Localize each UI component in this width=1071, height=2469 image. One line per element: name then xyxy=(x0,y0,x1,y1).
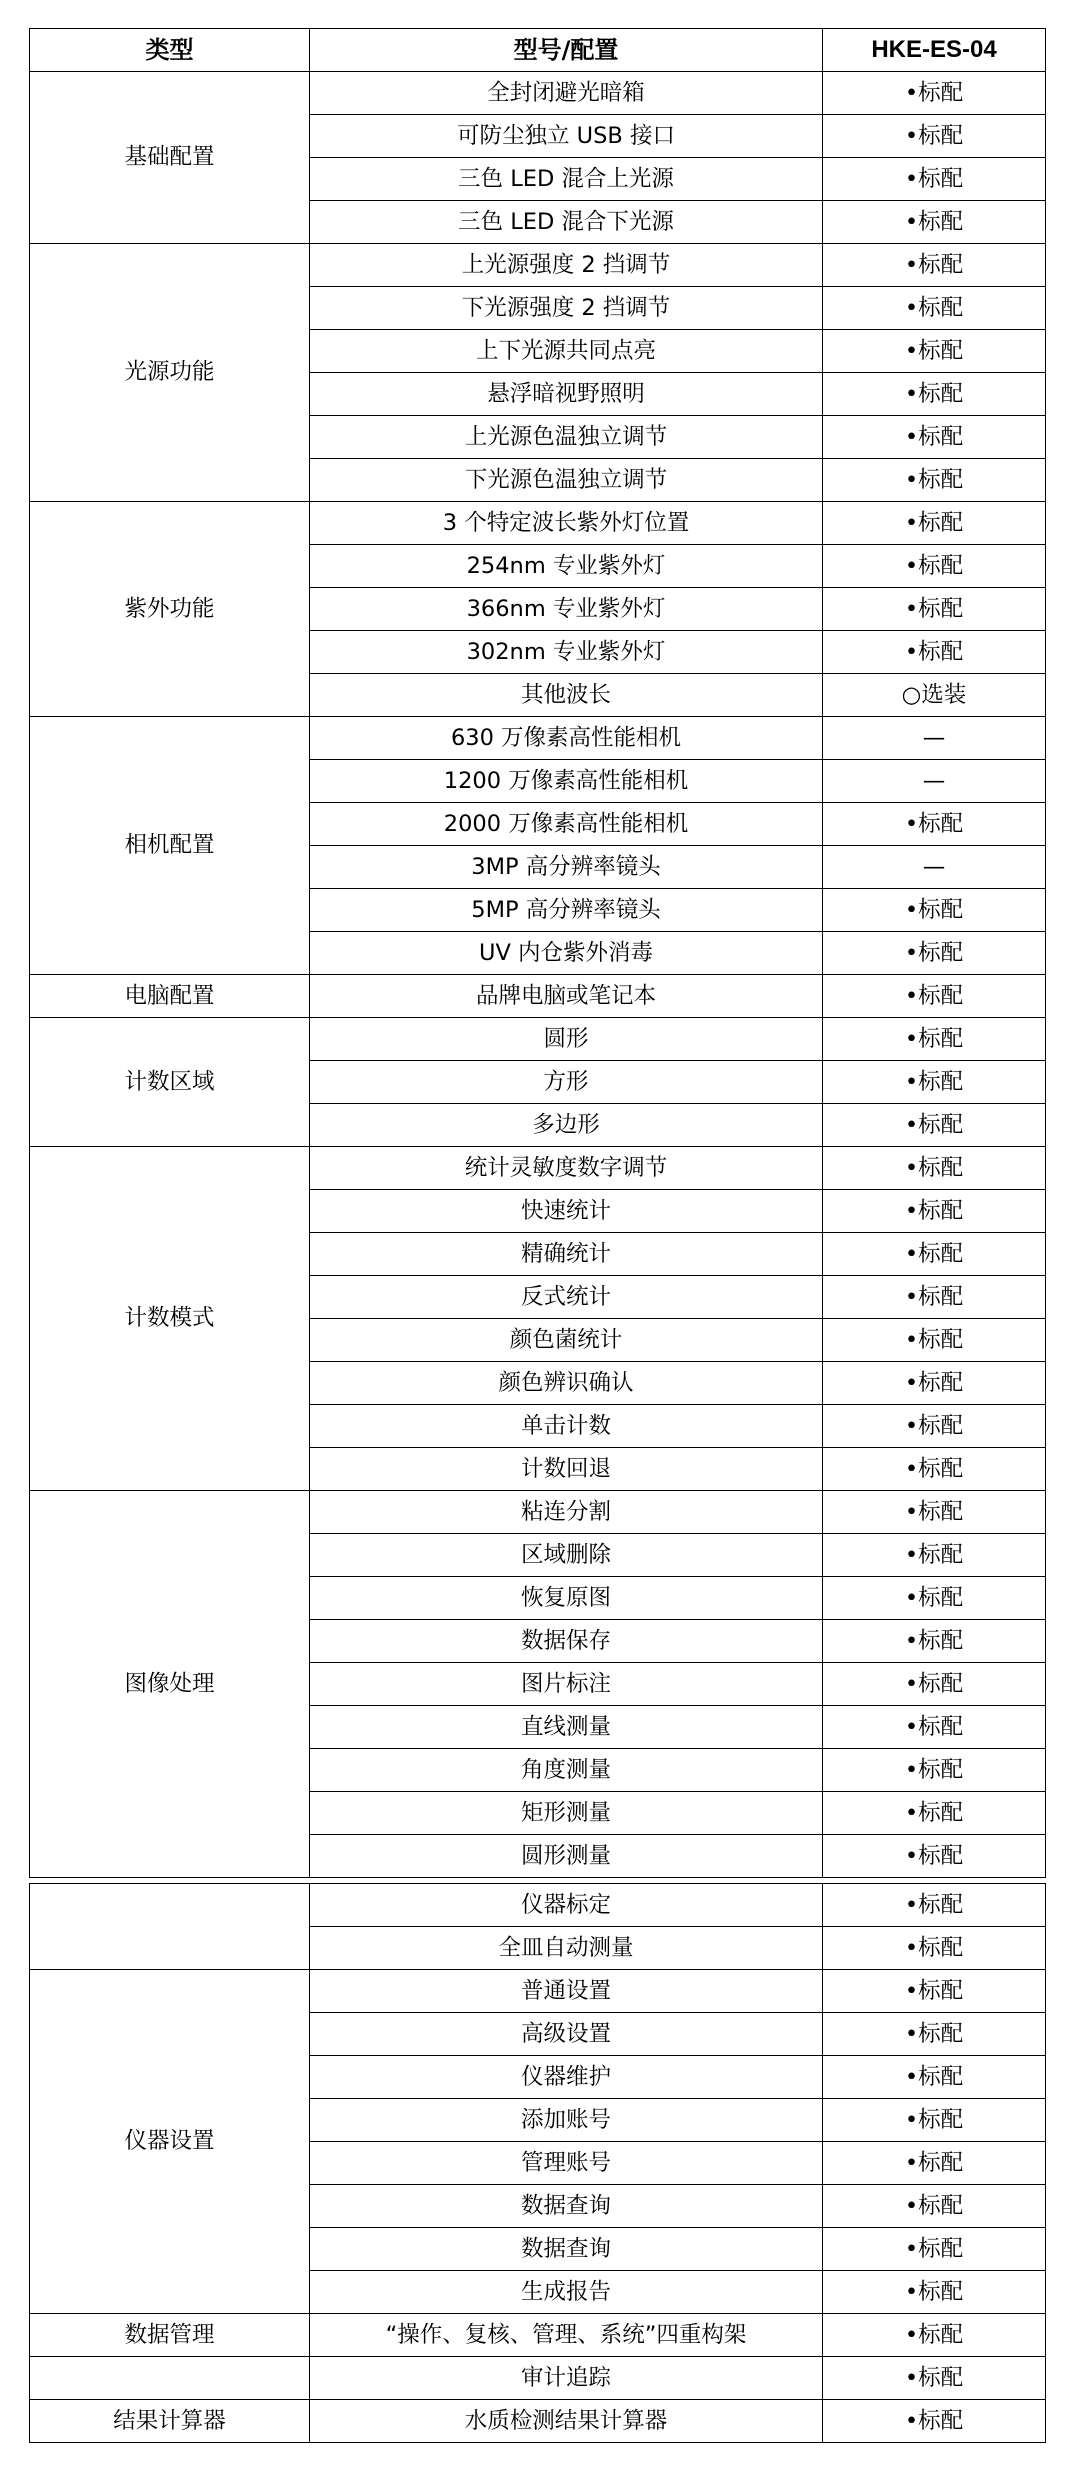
availability-cell: — xyxy=(823,760,1046,803)
config-item-cell: 矩形测量 xyxy=(310,1792,823,1835)
config-item-cell: 品牌电脑或笔记本 xyxy=(310,975,823,1018)
config-item-cell: 254nm 专业紫外灯 xyxy=(310,545,823,588)
config-item-cell: 数据查询 xyxy=(310,2185,823,2228)
config-item-cell: 精确统计 xyxy=(310,1233,823,1276)
spec-table-body xyxy=(30,72,1046,1878)
availability-cell: •标配 xyxy=(823,1663,1046,1706)
table-row xyxy=(30,975,1046,1018)
category-cell: 计数区域 xyxy=(30,1018,310,1147)
availability-cell: •标配 xyxy=(823,72,1046,115)
availability-cell: •标配 xyxy=(823,1749,1046,1792)
config-item-cell: 302nm 专业紫外灯 xyxy=(310,631,823,674)
availability-cell: •标配 xyxy=(823,201,1046,244)
table-row xyxy=(30,2357,1046,2400)
availability-cell: •标配 xyxy=(823,1970,1046,2013)
availability-cell: •标配 xyxy=(823,1405,1046,1448)
header-model: HKE-ES-04 xyxy=(823,29,1046,72)
category-cell: 电脑配置 xyxy=(30,975,310,1018)
availability-cell: •标配 xyxy=(823,1190,1046,1233)
category-cell xyxy=(30,1884,310,1970)
config-item-cell: 快速统计 xyxy=(310,1190,823,1233)
header-type: 类型 xyxy=(30,29,310,72)
table-row xyxy=(30,72,1046,115)
availability-cell: •标配 xyxy=(823,1491,1046,1534)
config-item-cell: 上光源强度 2 挡调节 xyxy=(310,244,823,287)
config-item-cell: 三色 LED 混合下光源 xyxy=(310,201,823,244)
availability-cell: •标配 xyxy=(823,2357,1046,2400)
config-item-cell: 区域删除 xyxy=(310,1534,823,1577)
table-row xyxy=(30,1018,1046,1061)
spec-table-continued xyxy=(29,1883,1046,2443)
table-row xyxy=(30,502,1046,545)
config-item-cell: 仪器标定 xyxy=(310,1884,823,1927)
availability-cell: •标配 xyxy=(823,1319,1046,1362)
availability-cell: — xyxy=(823,717,1046,760)
config-item-cell: 366nm 专业紫外灯 xyxy=(310,588,823,631)
category-cell: 基础配置 xyxy=(30,72,310,244)
config-item-cell: 粘连分割 xyxy=(310,1491,823,1534)
config-item-cell: 3 个特定波长紫外灯位置 xyxy=(310,502,823,545)
config-item-cell: UV 内仓紫外消毒 xyxy=(310,932,823,975)
config-item-cell: 反式统计 xyxy=(310,1276,823,1319)
availability-cell: •标配 xyxy=(823,545,1046,588)
config-item-cell: 3MP 高分辨率镜头 xyxy=(310,846,823,889)
config-item-cell: 生成报告 xyxy=(310,2271,823,2314)
availability-cell: •标配 xyxy=(823,975,1046,1018)
category-cell: 结果计算器 xyxy=(30,2400,310,2443)
category-cell xyxy=(30,2357,310,2400)
config-item-cell: 高级设置 xyxy=(310,2013,823,2056)
availability-cell: •标配 xyxy=(823,1792,1046,1835)
availability-cell: •标配 xyxy=(823,932,1046,975)
config-item-cell: 管理账号 xyxy=(310,2142,823,2185)
availability-cell: •标配 xyxy=(823,1276,1046,1319)
availability-cell: •标配 xyxy=(823,1061,1046,1104)
category-cell: 计数模式 xyxy=(30,1147,310,1491)
availability-cell: •标配 xyxy=(823,2314,1046,2357)
availability-cell: — xyxy=(823,846,1046,889)
config-item-cell: 计数回退 xyxy=(310,1448,823,1491)
config-item-cell: 5MP 高分辨率镜头 xyxy=(310,889,823,932)
config-item-cell: 颜色菌统计 xyxy=(310,1319,823,1362)
availability-cell: •标配 xyxy=(823,588,1046,631)
config-item-cell: 颜色辨识确认 xyxy=(310,1362,823,1405)
availability-cell: •标配 xyxy=(823,2271,1046,2314)
availability-cell: •标配 xyxy=(823,889,1046,932)
header-row xyxy=(30,29,1046,72)
config-item-cell: 三色 LED 混合上光源 xyxy=(310,158,823,201)
config-item-cell: 普通设置 xyxy=(310,1970,823,2013)
availability-cell: •标配 xyxy=(823,1620,1046,1663)
availability-cell: ○选装 xyxy=(823,674,1046,717)
config-item-cell: 全封闭避光暗箱 xyxy=(310,72,823,115)
table-row xyxy=(30,2314,1046,2357)
availability-cell: •标配 xyxy=(823,287,1046,330)
availability-cell: •标配 xyxy=(823,1018,1046,1061)
category-cell: 仪器设置 xyxy=(30,1970,310,2314)
availability-cell: •标配 xyxy=(823,1104,1046,1147)
config-item-cell: 630 万像素高性能相机 xyxy=(310,717,823,760)
table-row xyxy=(30,1884,1046,1927)
table-row xyxy=(30,1491,1046,1534)
config-item-cell: 上光源色温独立调节 xyxy=(310,416,823,459)
category-cell: 相机配置 xyxy=(30,717,310,975)
availability-cell: •标配 xyxy=(823,2228,1046,2271)
availability-cell: •标配 xyxy=(823,1927,1046,1970)
config-item-cell: 审计追踪 xyxy=(310,2357,823,2400)
config-item-cell: 全皿自动测量 xyxy=(310,1927,823,1970)
config-item-cell: 1200 万像素高性能相机 xyxy=(310,760,823,803)
config-item-cell: 圆形测量 xyxy=(310,1835,823,1878)
availability-cell: •标配 xyxy=(823,1448,1046,1491)
table-row xyxy=(30,244,1046,287)
config-item-cell: 多边形 xyxy=(310,1104,823,1147)
availability-cell: •标配 xyxy=(823,1233,1046,1276)
availability-cell: •标配 xyxy=(823,502,1046,545)
config-item-cell: 2000 万像素高性能相机 xyxy=(310,803,823,846)
availability-cell: •标配 xyxy=(823,373,1046,416)
availability-cell: •标配 xyxy=(823,1534,1046,1577)
config-item-cell: 方形 xyxy=(310,1061,823,1104)
config-item-cell: 下光源色温独立调节 xyxy=(310,459,823,502)
config-item-cell: 统计灵敏度数字调节 xyxy=(310,1147,823,1190)
availability-cell: •标配 xyxy=(823,2400,1046,2443)
config-item-cell: 可防尘独立 USB 接口 xyxy=(310,115,823,158)
config-item-cell: 添加账号 xyxy=(310,2099,823,2142)
config-item-cell: 角度测量 xyxy=(310,1749,823,1792)
availability-cell: •标配 xyxy=(823,158,1046,201)
availability-cell: •标配 xyxy=(823,1835,1046,1878)
availability-cell: •标配 xyxy=(823,1884,1046,1927)
availability-cell: •标配 xyxy=(823,631,1046,674)
availability-cell: •标配 xyxy=(823,2142,1046,2185)
availability-cell: •标配 xyxy=(823,2013,1046,2056)
config-item-cell: 单击计数 xyxy=(310,1405,823,1448)
availability-cell: •标配 xyxy=(823,1706,1046,1749)
table-row xyxy=(30,717,1046,760)
config-item-cell: 下光源强度 2 挡调节 xyxy=(310,287,823,330)
config-item-cell: 仪器维护 xyxy=(310,2056,823,2099)
availability-cell: •标配 xyxy=(823,1362,1046,1405)
spec-table-continued-body xyxy=(30,1884,1046,2443)
availability-cell: •标配 xyxy=(823,115,1046,158)
category-cell: 光源功能 xyxy=(30,244,310,502)
availability-cell: •标配 xyxy=(823,459,1046,502)
category-cell: 数据管理 xyxy=(30,2314,310,2357)
config-item-cell: “操作、复核、管理、系统”四重构架 xyxy=(310,2314,823,2357)
category-cell: 紫外功能 xyxy=(30,502,310,717)
availability-cell: •标配 xyxy=(823,803,1046,846)
availability-cell: •标配 xyxy=(823,1577,1046,1620)
spec-table xyxy=(29,28,1046,1878)
config-item-cell: 图片标注 xyxy=(310,1663,823,1706)
config-item-cell: 其他波长 xyxy=(310,674,823,717)
availability-cell: •标配 xyxy=(823,2056,1046,2099)
header-config: 型号/配置 xyxy=(310,29,823,72)
availability-cell: •标配 xyxy=(823,330,1046,373)
availability-cell: •标配 xyxy=(823,2185,1046,2228)
config-item-cell: 直线测量 xyxy=(310,1706,823,1749)
availability-cell: •标配 xyxy=(823,2099,1046,2142)
config-item-cell: 上下光源共同点亮 xyxy=(310,330,823,373)
availability-cell: •标配 xyxy=(823,244,1046,287)
table-row xyxy=(30,1147,1046,1190)
config-item-cell: 数据保存 xyxy=(310,1620,823,1663)
availability-cell: •标配 xyxy=(823,1147,1046,1190)
table-row xyxy=(30,2400,1046,2443)
config-item-cell: 水质检测结果计算器 xyxy=(310,2400,823,2443)
table-row xyxy=(30,1970,1046,2013)
config-item-cell: 数据查询 xyxy=(310,2228,823,2271)
availability-cell: •标配 xyxy=(823,416,1046,459)
config-item-cell: 悬浮暗视野照明 xyxy=(310,373,823,416)
config-item-cell: 恢复原图 xyxy=(310,1577,823,1620)
category-cell: 图像处理 xyxy=(30,1491,310,1878)
config-item-cell: 圆形 xyxy=(310,1018,823,1061)
